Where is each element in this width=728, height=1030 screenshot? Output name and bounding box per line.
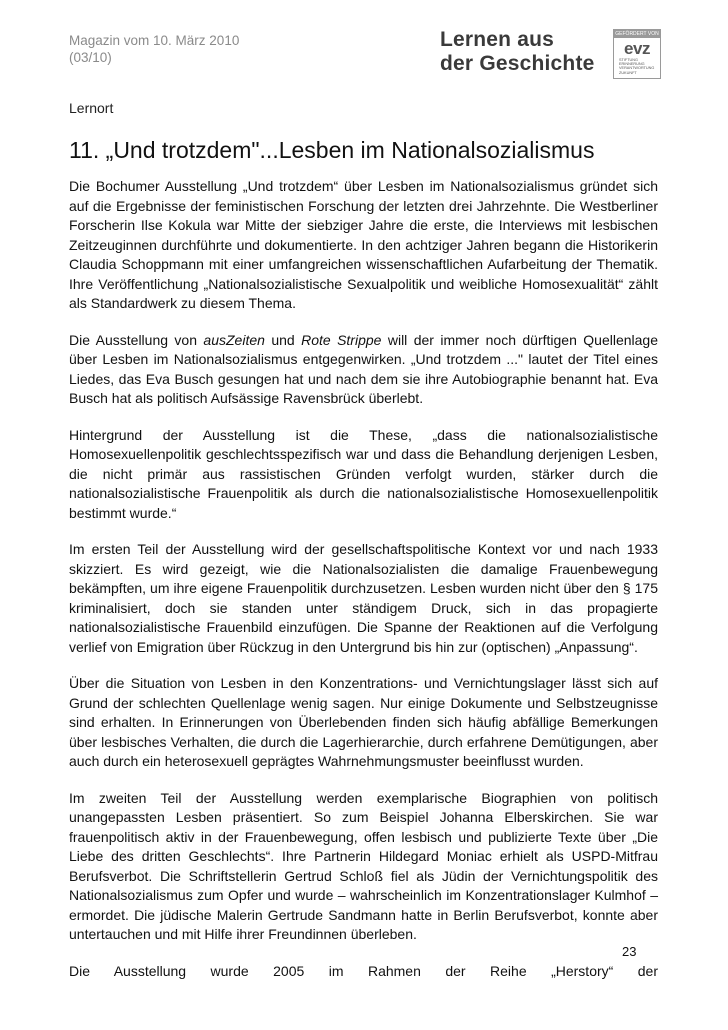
p2-rote-strippe: Rote Strippe (301, 331, 382, 348)
evz-sub-3: VERANTWORTUNG (619, 66, 655, 71)
logo-line-2: der Geschichte (440, 52, 595, 75)
p2-text-a: Die Ausstellung von (69, 331, 204, 348)
p2-text-c: will der immer noch dürftigen Quellenlage über Lesben im Nationalsozialismus entgegenwirken. „Und trotzdem ..." lautet der Titel eines Liedes, das Eva Busch gesungen hat und nach dem sie ihre Autobiographie benannt hat. Eva Busch hat als politisch Aufsässige Ravensbrück überlebt. (69, 331, 659, 406)
evz-top-label: GEFÖRDERT VON (615, 31, 659, 37)
paragraph-4: Im ersten Teil der Ausstellung wird der gesellschaftspolitische Kontext vor und nach 1933 skizziert. Es wird gezeigt, wie die Nationalsozialisten die damalige Frauenbewegung bekämpften, um ihre eigene Frauenpolitik durchzusetzen. Lesben wurden nicht über den § 175 kriminalisiert, doch sie standen unter ständigem Druck, sich in das propagierte nationalsozialistische Frauenbild einzufügen. Die Spanne der Reaktionen auf die Verfolgung verlief von Emigration über Rückzug in den Untergrund bis hin zur (optischen) „Anpassung“. (69, 541, 658, 655)
evz-logo[interactable] (613, 29, 661, 79)
lernen-aus-der-geschichte-logo[interactable] (440, 28, 595, 76)
paragraph-7: Die Ausstellung wurde 2005 im Rahmen der Reihe „Herstory“ der (69, 962, 658, 979)
paragraph-1: Die Bochumer Ausstellung „Und trotzdem“ über Lesben im Nationalsozialismus gründet sich auf die Ergebnisse der feministischen Forschung der letzten drei Jahrzehnte. Die Westberliner Forscherin Ilse Kokula war Mitte der siebziger Jahre die erste, die Interviews mit lesbischen Zeitzeuginnen durchführte und dokumentierte. In den achtziger Jahren begann die Historikerin Claudia Schoppmann mit einer umfangreichen wissenschaftlichen Aufarbeitung der Thematik. Ihre Veröffentlichung „Nationalsozialistische Sexualpolitik und weibliche Homosexualität“ zählt als Standardwerk zu diesem Thema. (69, 178, 658, 311)
evz-sub-4: ZUKUNFT (619, 70, 637, 75)
paragraph-6: Im zweiten Teil der Ausstellung werden exemplarische Biographien von politisch unangepassten Lesben präsentiert. So zum Beispiel Johanna Elberskirchen. Sie war frauenpolitisch aktiv in der Frauenbewegung, offen lesbisch und publizierte Texte über „Die Liebe des dritten Geschlechts“. Ihre Partnerin Hildegard Moniac erhielt als USPD-Mitfrau Berufsverbot. Die Schriftstellerin Gertrud Schloß fiel als Jüdin der Vernichtungspolitik des Nationalsozialismus zum Opfer und wurde – wahrscheinlich im Konzentrationslager Kulmhof – ermordet. Die jüdische Malerin Gertrude Sandmann hatte in Berlin Berufsverbot, konnte aber untertauchen und mit Hilfe ihrer Freundinnen überleben. (69, 789, 658, 942)
evz-mark: evz (624, 39, 650, 58)
p2-auszeiten: ausZeiten (203, 331, 265, 348)
evz-sub-1: STIFTUNG (619, 58, 638, 62)
magazine-issue: (03/10) (69, 50, 112, 65)
page-number: 23 (622, 944, 637, 959)
p2-text-b: und (264, 331, 302, 348)
paragraph-2 (69, 331, 658, 409)
magazine-date: Magazin vom 10. März 2010 (69, 33, 240, 48)
article-title: 11. „Und trotzdem"...Lesben im Nationalsozialismus (69, 137, 595, 163)
evz-sub-2: ERINNERUNG (619, 62, 645, 67)
logo-line-1: Lernen aus (440, 28, 555, 51)
paragraph-5: Über die Situation von Lesben in den Konzentrations- und Vernichtungslager lässt sich auf Grund der schlechten Quellenlage wenig sagen. Nur einige Dokumente und Selbstzeugnisse sind erhalten. In Erinnerungen von Überlebenden finden sich häufig abfällige Bemerkungen über lesbisches Verhalten, die durch die Lagerhierarchie, durch erfahrene Demütigungen, aber auch durch ein heterosexuell geprägtes Wahrnehmungsmuster beeinflusst wurden. (69, 675, 658, 769)
paragraph-3: Hintergrund der Ausstellung ist die These, „dass die nationalsozialistische Homosexuellenpolitik geschlechtsspezifisch war und dass die Behandlung derjenigen Lesben, die nicht primär aus rassistischen Gründen verfolgt wurden, stärker durch die nationalsozialistische Frauenpolitik als durch die nationalsozialistische Homosexuellenpolitik bestimmt wurde.“ (69, 426, 658, 521)
magazine-info (69, 32, 239, 66)
article-body (69, 177, 658, 981)
section-label: Lernort (69, 100, 114, 116)
